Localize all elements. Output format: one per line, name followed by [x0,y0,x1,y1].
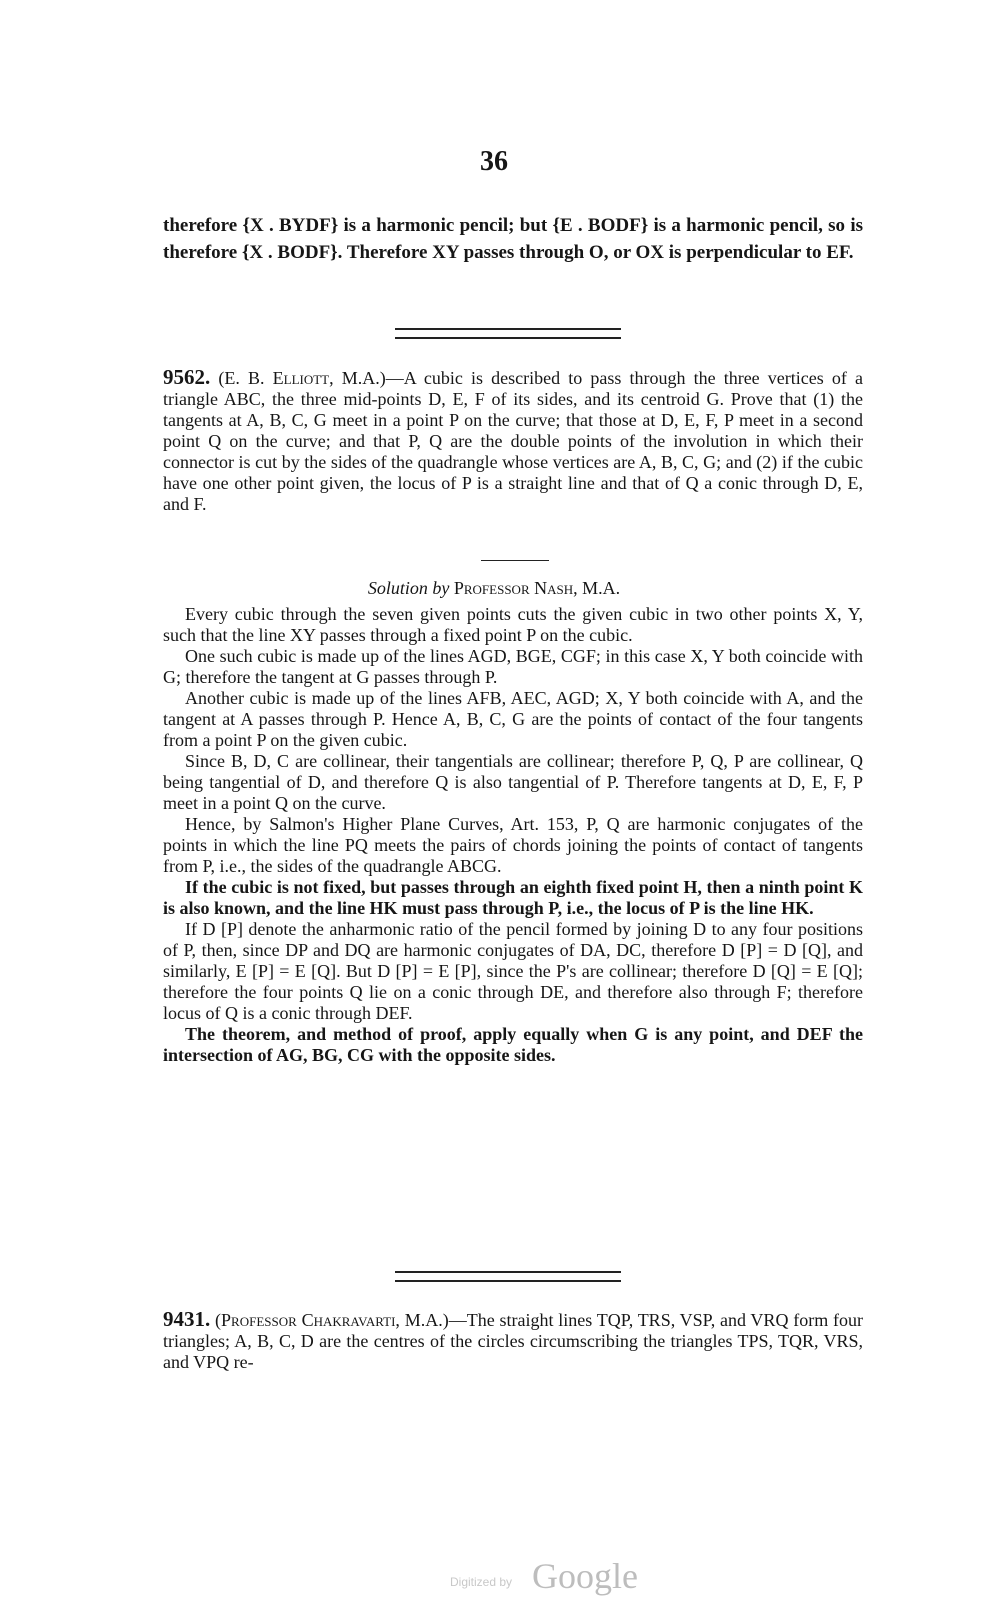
solution-paragraph: One such cubic is made up of the lines AGD, BGE, CGF; in this case X, Y both coincide with G; therefore the tangent at G passes through P. [163,646,863,687]
question-text: —The straight lines TQP, TRS, VSP, and VRQ form four triangles; A, B, C, D are the centres of the circles circumscribing the triangles TPS, TQR, VRS, and VPQ re- [163,1310,863,1372]
question-author: (Professor Chakravarti, M.A.) [215,1310,449,1330]
intro-paragraph-block [163,212,863,266]
question-author: (E. B. Elliott, M.A.) [218,368,386,388]
intro-paragraph: therefore {X . BYDF} is a harmonic pencil; but {E . BODF} is a harmonic pencil, so is therefore {X . BODF}. Therefore XY passes through O, or OX is perpendicular to EF. [163,215,863,263]
question-9562 [163,367,863,515]
section-divider [395,1271,621,1282]
google-logo: Google [532,1556,638,1596]
solution-paragraph: Since B, D, C are collinear, their tangentials are collinear; therefore P, Q, P are collinear, Q being tangential of D, and therefore Q is also tangential of P. Therefore tangents at D, E, F, P meet in a point Q on the curve. [163,751,863,813]
solution-paragraph: If the cubic is not fixed, but passes through an eighth fixed point H, then a ninth point K is also known, and the line HK must pass through P, i.e., the locus of P is the line HK. [163,877,863,918]
digitized-watermark [450,1555,660,1596]
question-9431 [163,1309,863,1373]
solution-heading [0,578,988,599]
solution-heading-author: Professor Nash, M.A. [453,578,621,598]
digitized-label: Digitized by [450,1575,513,1589]
question-number: 9562. [163,365,211,389]
solution-paragraph: If D [P] denote the anharmonic ratio of the pencil formed by joining D to any four positions of P, then, since DP and DQ are harmonic conjugates of DA, DC, therefore D [P] = D [Q], and similarly, E [P] = E [Q]. But D [P] = E [P], since the P's are collinear; therefore D [Q] = E [Q]; therefore the four points Q lie on a conic through DE, and therefore also through F; therefore locus of Q is a conic through DEF. [163,919,863,1023]
question-text: —A cubic is described to pass through the three vertices of a triangle ABC, the three mid-points D, E, F of its sides, and its centroid G. Prove that (1) the tangents at A, B, C, G meet in a point P on the curve; that those at D, E, F, P meet in a second point Q on the curve; and that P, Q are the double points of the involution in which their connector is cut by the sides of the quadrangle whose vertices are A, B, C, G; and (2) if the cubic have one other point given, the locus of P is a straight line and that of Q a conic through D, E, and F. [163,368,864,514]
solution-paragraph: Every cubic through the seven given points cuts the given cubic in two other points X, Y, such that the line XY passes through a fixed point P on the cubic. [163,604,863,645]
solution-paragraph: The theorem, and method of proof, apply equally when G is any point, and DEF the intersection of AG, BG, CG with the opposite sides. [163,1024,863,1065]
section-divider [395,328,621,339]
solution-body [163,604,863,1066]
solution-heading-prefix: Solution by [367,578,450,598]
solution-paragraph: Another cubic is made up of the lines AFB, AEC, AGD; X, Y both coincide with A, and the tangent at A passes through P. Hence A, B, C, G are the points of contact of the four tangents from a point P on the given cubic. [163,688,863,750]
solution-paragraph: Hence, by Salmon's Higher Plane Curves, Art. 153, P, Q are harmonic conjugates of the points in which the line PQ meets the pairs of chords joining the points of contact of tangents from P, i.e., the sides of the quadrangle ABCG. [163,814,863,876]
short-divider [481,560,549,561]
page-number: 36 [480,146,508,177]
question-number: 9431. [163,1307,211,1331]
